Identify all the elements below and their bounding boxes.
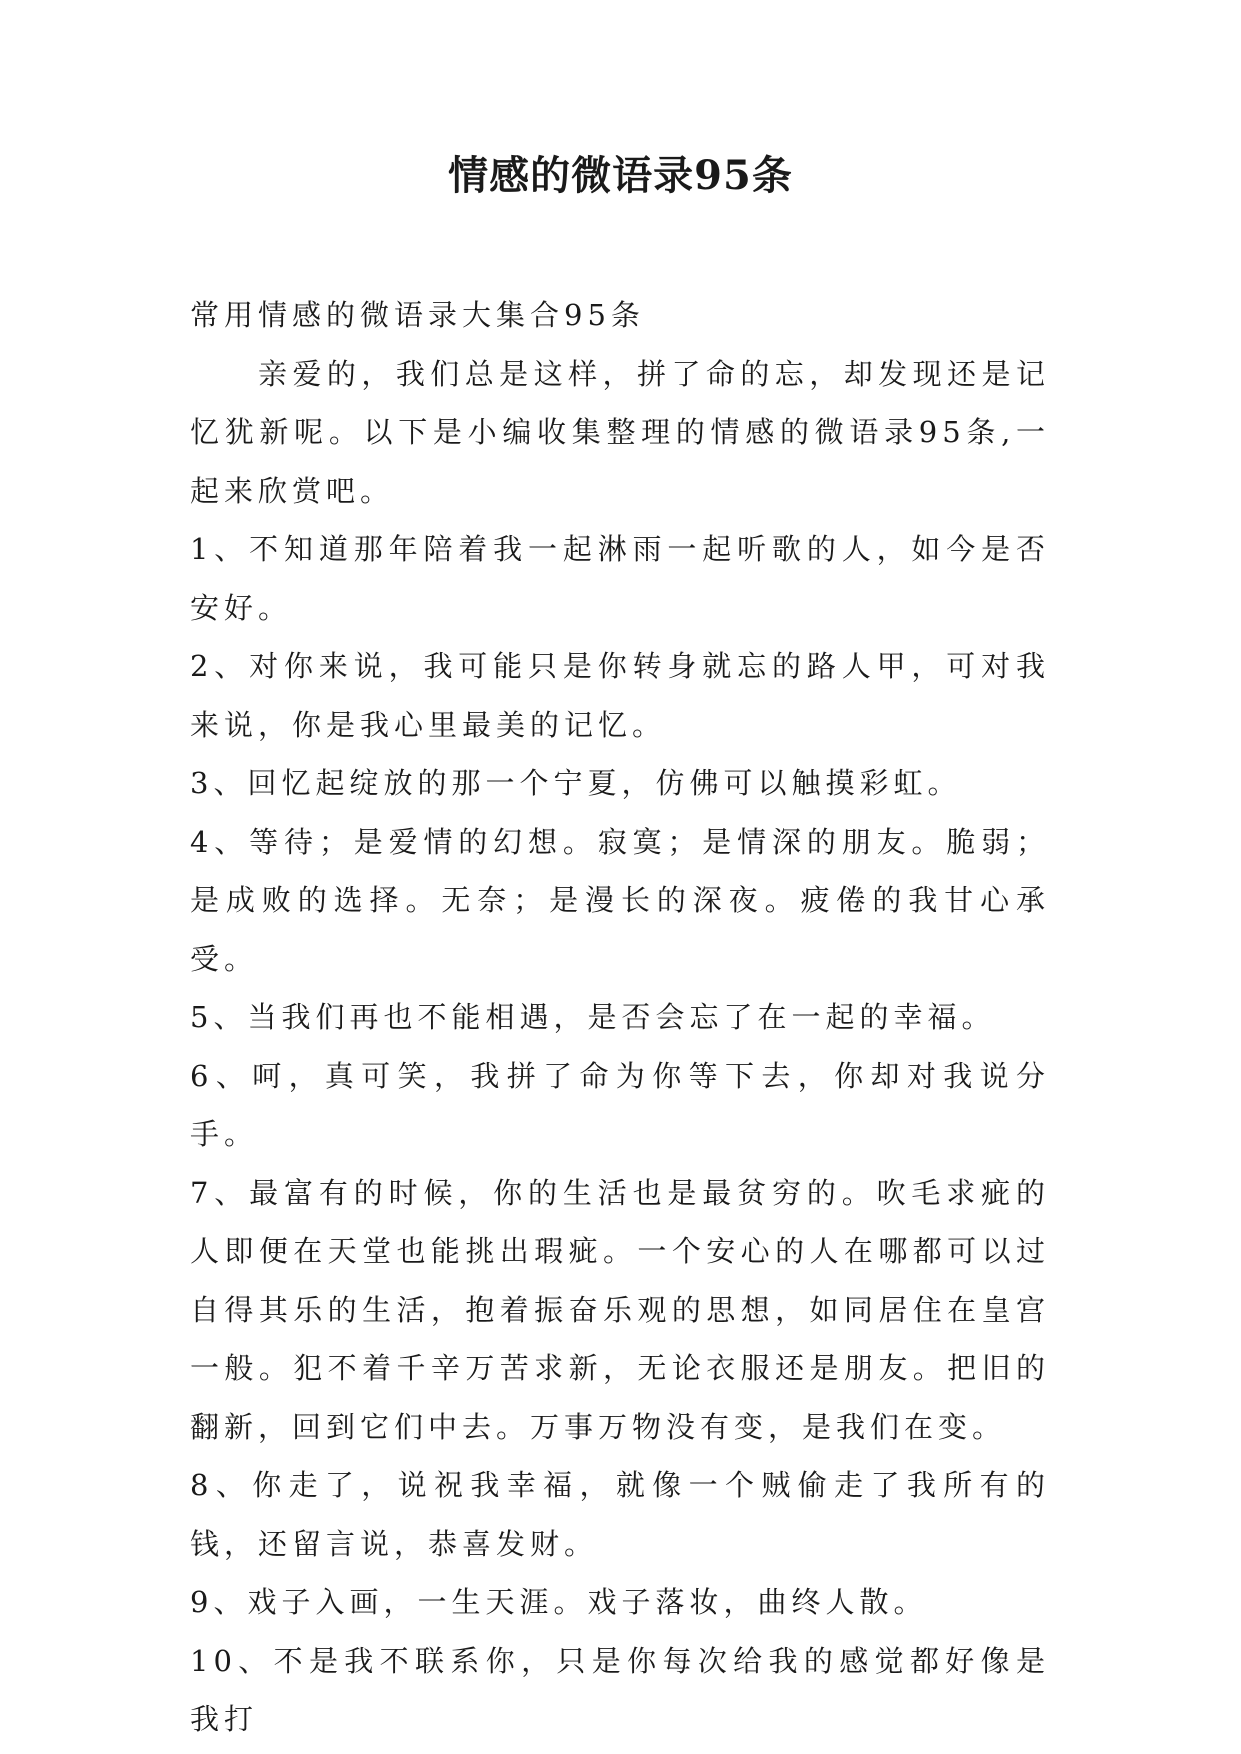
list-item-5: 5、当我们再也不能相遇，是否会忘了在一起的幸福。 [190, 1000, 996, 1034]
list-item-4: 4、等待；是爱情的幻想。寂寞；是情深的朋友。脆弱；是成败的选择。无奈；是漫长的深夜。疲倦的我甘心承受。 [190, 824, 1050, 976]
list-item-3: 3、回忆起绽放的那一个宁夏，仿佛可以触摸彩虹。 [190, 766, 962, 800]
list-item-8: 8、你走了，说祝我幸福，就像一个贼偷走了我所有的钱，还留言说，恭喜发财。 [190, 1468, 1050, 1561]
list-item-2: 2、对你来说，我可能只是你转身就忘的路人甲，可对我来说，你是我心里最美的记忆。 [190, 649, 1050, 742]
list-item-9: 9、戏子入画，一生天涯。戏子落妆，曲终人散。 [190, 1585, 928, 1619]
list-item-6: 6、呵，真可笑，我拼了命为你等下去，你却对我说分手。 [190, 1058, 1050, 1151]
document-body [190, 286, 1050, 1749]
list-item-10: 10、不是我不联系你，只是你每次给我的感觉都好像是我打 [190, 1643, 1050, 1736]
list-item-7: 7、最富有的时候，你的生活也是最贫穷的。吹毛求疵的人即便在天堂也能挑出瑕疵。一个安心的人在哪都可以过自得其乐的生活，抱着振奋乐观的思想，如同居住在皇宫一般。犯不着千辛万苦求新，无论衣服还是朋友。把旧的翻新，回到它们中去。万事万物没有变，是我们在变。 [190, 1175, 1050, 1444]
list-item-1: 1、不知道那年陪着我一起淋雨一起听歌的人，如今是否安好。 [190, 532, 1050, 625]
document-title: 情感的微语录95条 [448, 152, 793, 199]
intro-paragraph: 亲爱的，我们总是这样，拼了命的忘，却发现还是记忆犹新呢。以下是小编收集整理的情感的微语录95条,一起来欣赏吧。 [190, 356, 1050, 508]
document-subtitle: 常用情感的微语录大集合95条 [190, 298, 645, 332]
